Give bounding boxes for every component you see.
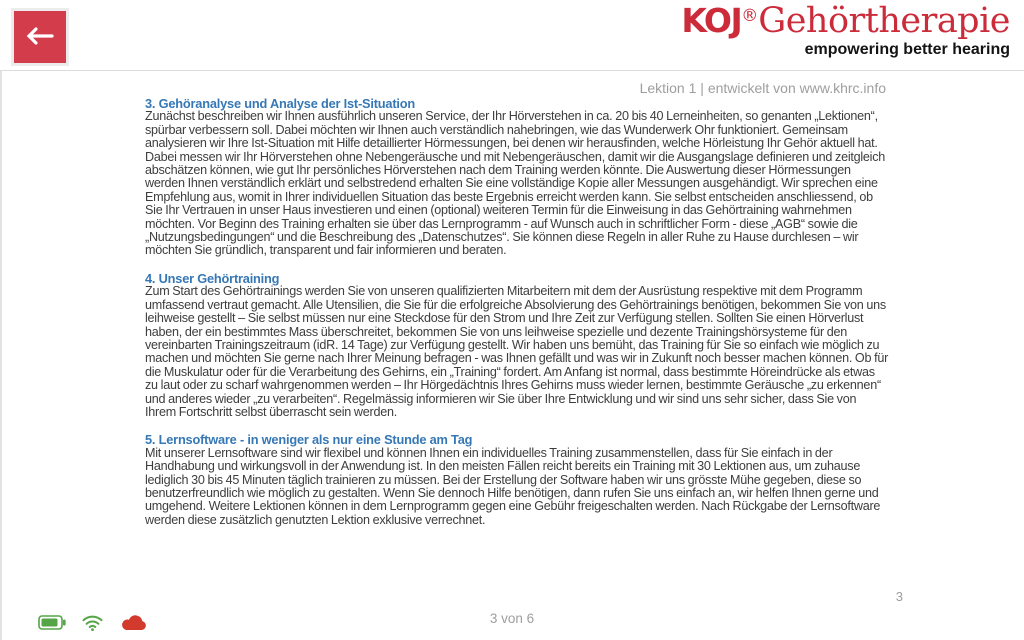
section-heading: 4. Unser Gehörtraining [145, 270, 280, 286]
back-arrow-icon [25, 27, 55, 48]
section-heading: 5. Lernsoftware - in weniger als nur eine Stunde am Tag [145, 432, 473, 448]
section-body: Zunächst beschreiben wir Ihnen ausführlich unseren Service, der Ihr Hörverstehen in ca. 20 bis 40 Lerneinheiten, so genanten „Lektionen“, spürbar verbessern soll. Dabei möchten wir Ihnen auch verständlich nahebringen, wie das Wunderwerk Ohr funktioniert. Gemeinsam analysieren wir Ihre Ist-Situation mit Hilfe detaillierter Hörmessungen, bei denen wir herausfinden, welche Hörleistung Ihr Gehör aktuell hat. Dabei messen wir Ihr Hörverstehen ohne Nebengeräusche und mit Nebengeräuschen, damit wir die Ausgangslage definieren und zeitgleich abschätzen können, wie gut Ihr persönliches Hörverstehen nach dem Training werden könnte. Die Auswertung dieser Hörmessungen werden Ihnen verständlich erklärt und selbstredend erhalten Sie eine vollständige Kopie aller Messungen ausgehändigt. Wir sprechen eine Empfehlung aus, womit in Ihrer individuellen Situation das beste Ergebnis erreicht werden kann. Sie selbst entscheiden anschliessend, ob Sie Ihr Vertrauen in unser Haus investieren und einen (optional) weiteren Termin für die Einweisung in das Gehörtraining wahrnehmen möchten. Vor Beginn des Training erhalten sie über das Lernprogramm - auf Wunsch auch in schriftlicher Form - diese „AGB“ sowie die „Nutzungsbedingungen“ und die Beschreibung des „Datenschutzes“. Sie können diese Regeln in aller Ruhe zu Hause durchlesen – wir möchten Sie gründlich, transparent und fair informieren und beraten. [145, 109, 886, 258]
section-3-gehoeranalyse [145, 97, 889, 258]
section-4-gehoertraining [145, 272, 889, 419]
section-5-lernsoftware [145, 433, 889, 527]
logo-name-text: Gehörtherapie [758, 1, 1010, 41]
document-page-number: 3 [895, 589, 903, 604]
section-body: Zum Start des Gehörtrainings werden Sie von unseren qualifizierten Mitarbeitern mit dem der Ausrüstung respektive mit dem Programm umfassend vertraut gemacht. Alle Utensilien, die Sie für die erfolgreiche Absolvierung des Gehörtrainings benötigen, bekommen Sie von uns leihweise gestellt – Sie selbst müssen nur eine Steckdose für den Strom und Ihre Zeit zur Verfügung stellen. Sollten Sie einen Hörverlust haben, der ein bestimmtes Mass überschreitet, bekommen Sie von uns leihweise spezielle und dezente Trainingshörsysteme für den vereinbarten Trainingszeitraum (idR. 14 Tage) zur Verfügung gestellt. Wir haben uns bemüht, das Training für Sie so einfach wie möglich zu machen und möchten Sie gerne nach Ihrer Meinung befragen - was Ihnen gefällt und was wir in Zukunft noch besser machen können. Ob für die Muskulatur oder für die Verarbeitung des Gehirns, ein „Training“ fordert. Am Anfang ist normal, dass bestimmte Höreindrücke als etwas zu laut oder zu scharf wahrgenommen werden – Ihr Hörgedächtnis Ihres Gehirns muss wieder lernen, bestimmte Geräusche „zu erkennen“ und anderes wieder „zu verarbeiten“. Regelmässig informieren wir Sie über Ihre Entwicklung und wir sind uns sehr sicher, dass Sie von Ihrem Fortschritt selbst überrascht sein werden. [145, 284, 889, 419]
battery-icon [38, 615, 66, 630]
top-bar [0, 0, 1024, 71]
section-body: Mit unserer Lernsoftware sind wir flexibel und können Ihnen ein individuelles Training zusammenstellen, dass für Sie einfach in der Handhabung und wirkungsvoll in der Anwendung ist. In den meisten Fällen reicht bereits ein Training mit 30 Lektionen aus, um zuhause lediglich 30 bis 45 Minuten täglich trainieren zu müssen. Bei der Erstellung der Software haben wir uns grösste Mühe gegeben, diese so benutzerfreundlich wie möglich zu gestalten. Wenn Sie dennoch Hilfe benötigen, dann rufen Sie uns einfach an, wir helfen Ihnen gerne und umgehend. Weitere Lektionen können in dem Lernprogramm gegen eine Gebühr freigeschalten werden. Nach Rückgabe der Lernsoftware werden diese zusätzlich genutzten Lektion exklusive verrechnet. [145, 445, 881, 527]
brand-tagline: empowering better hearing [804, 41, 1010, 58]
registered-trademark-icon: ® [741, 6, 759, 26]
back-button[interactable] [14, 11, 66, 63]
section-heading: 3. Gehöranalyse und Analyse der Ist-Situation [145, 96, 415, 111]
document-page [0, 71, 1024, 640]
brand-logo [681, 1, 1010, 58]
logo-koj-text: KOJ [681, 1, 742, 40]
brand-logo-wordmark [681, 1, 1010, 41]
status-icon-bar [38, 614, 147, 631]
lesson-content [145, 97, 889, 541]
page-left-edge [0, 71, 2, 640]
page-indicator: 3 von 6 [489, 611, 535, 626]
lesson-meta-line: Lektion 1 | entwickelt von www.khrc.info [639, 80, 886, 96]
wifi-icon [82, 614, 103, 631]
cloud-icon [119, 614, 147, 631]
